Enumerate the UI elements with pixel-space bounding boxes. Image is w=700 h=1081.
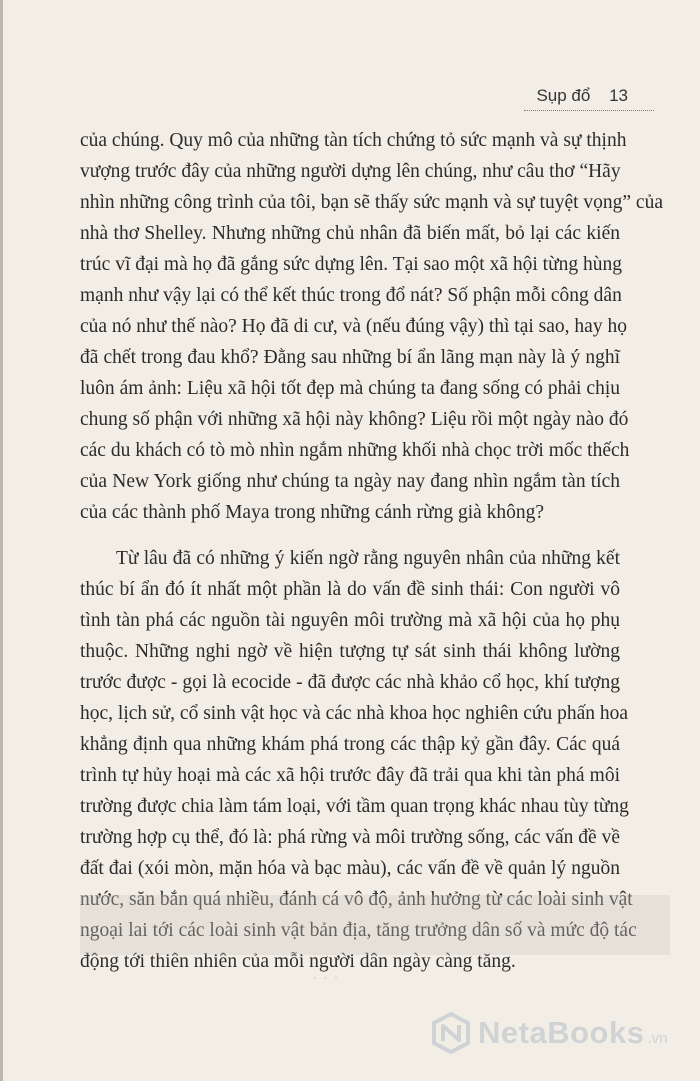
text-line: vượng trước đây của những người dựng lên chúng, như câu thơ “Hãy bbox=[80, 161, 621, 182]
watermark bbox=[430, 1012, 667, 1054]
text-line: động tới thiên nhiên của mỗi người dân ngày càng tăng. bbox=[80, 951, 516, 972]
text-line: thúc bí ẩn đó ít nhất một phần là do vấn đề sinh thái: Con người vô bbox=[80, 579, 620, 600]
text-line: trường hợp cụ thể, đó là: phá rừng và môi trường sống, các vấn đề về bbox=[80, 827, 620, 848]
text-line: nhà thơ Shelley. Nhưng những chủ nhân đã biến mất, bỏ lại các kiến bbox=[80, 223, 620, 244]
page-number: 13 bbox=[609, 86, 628, 105]
text-line: trường được chia làm tám loại, với tầm quan trọng khác nhau tùy từng bbox=[80, 796, 629, 817]
text-line: đã chết trong đau khổ? Đằng sau những bí ẩn lãng mạn này là ý nghĩ bbox=[80, 347, 620, 368]
text-line: trình tự hủy hoại mà các xã hội trước đây đã trải qua khi tàn phá môi bbox=[80, 765, 620, 786]
text-line: trước được - gọi là ecocide - đã được các nhà khảo cổ học, khí tượng bbox=[80, 672, 620, 693]
text-line: thuộc. Những nghi ngờ về hiện tượng tự sát sinh thái không lường bbox=[80, 641, 620, 662]
text-line: của nó như thế nào? Họ đã di cư, và (nếu đúng vậy) thì tại sao, hay họ bbox=[80, 316, 627, 337]
text-line: nhìn những công trình của tôi, bạn sẽ thấy sức mạnh và sự tuyệt vọng” của bbox=[80, 192, 663, 213]
chapter-title: Sụp đổ bbox=[536, 86, 591, 105]
text-line: của các thành phố Maya trong những cánh rừng già không? bbox=[80, 502, 545, 523]
page-edge bbox=[0, 0, 3, 1081]
text-line: trúc vĩ đại mà họ đã gắng sức dựng lên. Tại sao một xã hội từng hùng bbox=[80, 254, 623, 275]
text-line: tình tàn phá các nguồn tài nguyên môi trường mà xã hội của họ phụ bbox=[80, 610, 620, 631]
text-line: của chúng. Quy mô của những tàn tích chứng tỏ sức mạnh và sự thịnh bbox=[80, 130, 627, 151]
text-line: của New York giống như chúng ta ngày nay đang nhìn ngắm tàn tích bbox=[80, 471, 620, 492]
netabooks-logo-icon bbox=[430, 1012, 472, 1054]
body-text bbox=[80, 125, 663, 977]
watermark-brand: NetaBooks bbox=[478, 1015, 645, 1050]
running-header bbox=[536, 86, 628, 106]
watermark-suffix: .vn bbox=[647, 1029, 668, 1047]
text-line: các du khách có tò mò nhìn ngắm những khối nhà chọc trời mốc thếch bbox=[80, 440, 630, 461]
text-line: Từ lâu đã có những ý kiến ngờ rằng nguyên nhân của những kết bbox=[116, 548, 620, 569]
text-line: mạnh như vậy lại có thể kết thúc trong đổ nát? Số phận mỗi công dân bbox=[80, 285, 622, 306]
text-line: đất đai (xói mòn, mặn hóa và bạc màu), các vấn đề về quản lý nguồn bbox=[80, 858, 620, 879]
paragraph-1 bbox=[80, 125, 663, 528]
text-line: luôn ám ảnh: Liệu xã hội tốt đẹp mà chúng ta đang sống có phải chịu bbox=[80, 378, 620, 399]
header-rule bbox=[524, 110, 654, 111]
bleed-through-text: · · · bbox=[312, 968, 339, 988]
text-line: khẳng định qua những khám phá trong các thập kỷ gần đây. Các quá bbox=[80, 734, 620, 755]
scan-shadow bbox=[80, 895, 670, 955]
text-line: ngoại lai tới các loài sinh vật bản địa, tăng trưởng dân số và mức độ tác bbox=[80, 920, 637, 941]
text-line: chung số phận với những xã hội này không? Liệu rồi một ngày nào đó bbox=[80, 409, 629, 430]
text-line: nước, săn bắn quá nhiều, đánh cá vô độ, ảnh hưởng từ các loài sinh vật bbox=[80, 889, 633, 910]
paragraph-gap bbox=[80, 528, 620, 543]
text-line: học, lịch sử, cổ sinh vật học và các nhà khoa học nghiên cứu phấn hoa bbox=[80, 703, 629, 724]
